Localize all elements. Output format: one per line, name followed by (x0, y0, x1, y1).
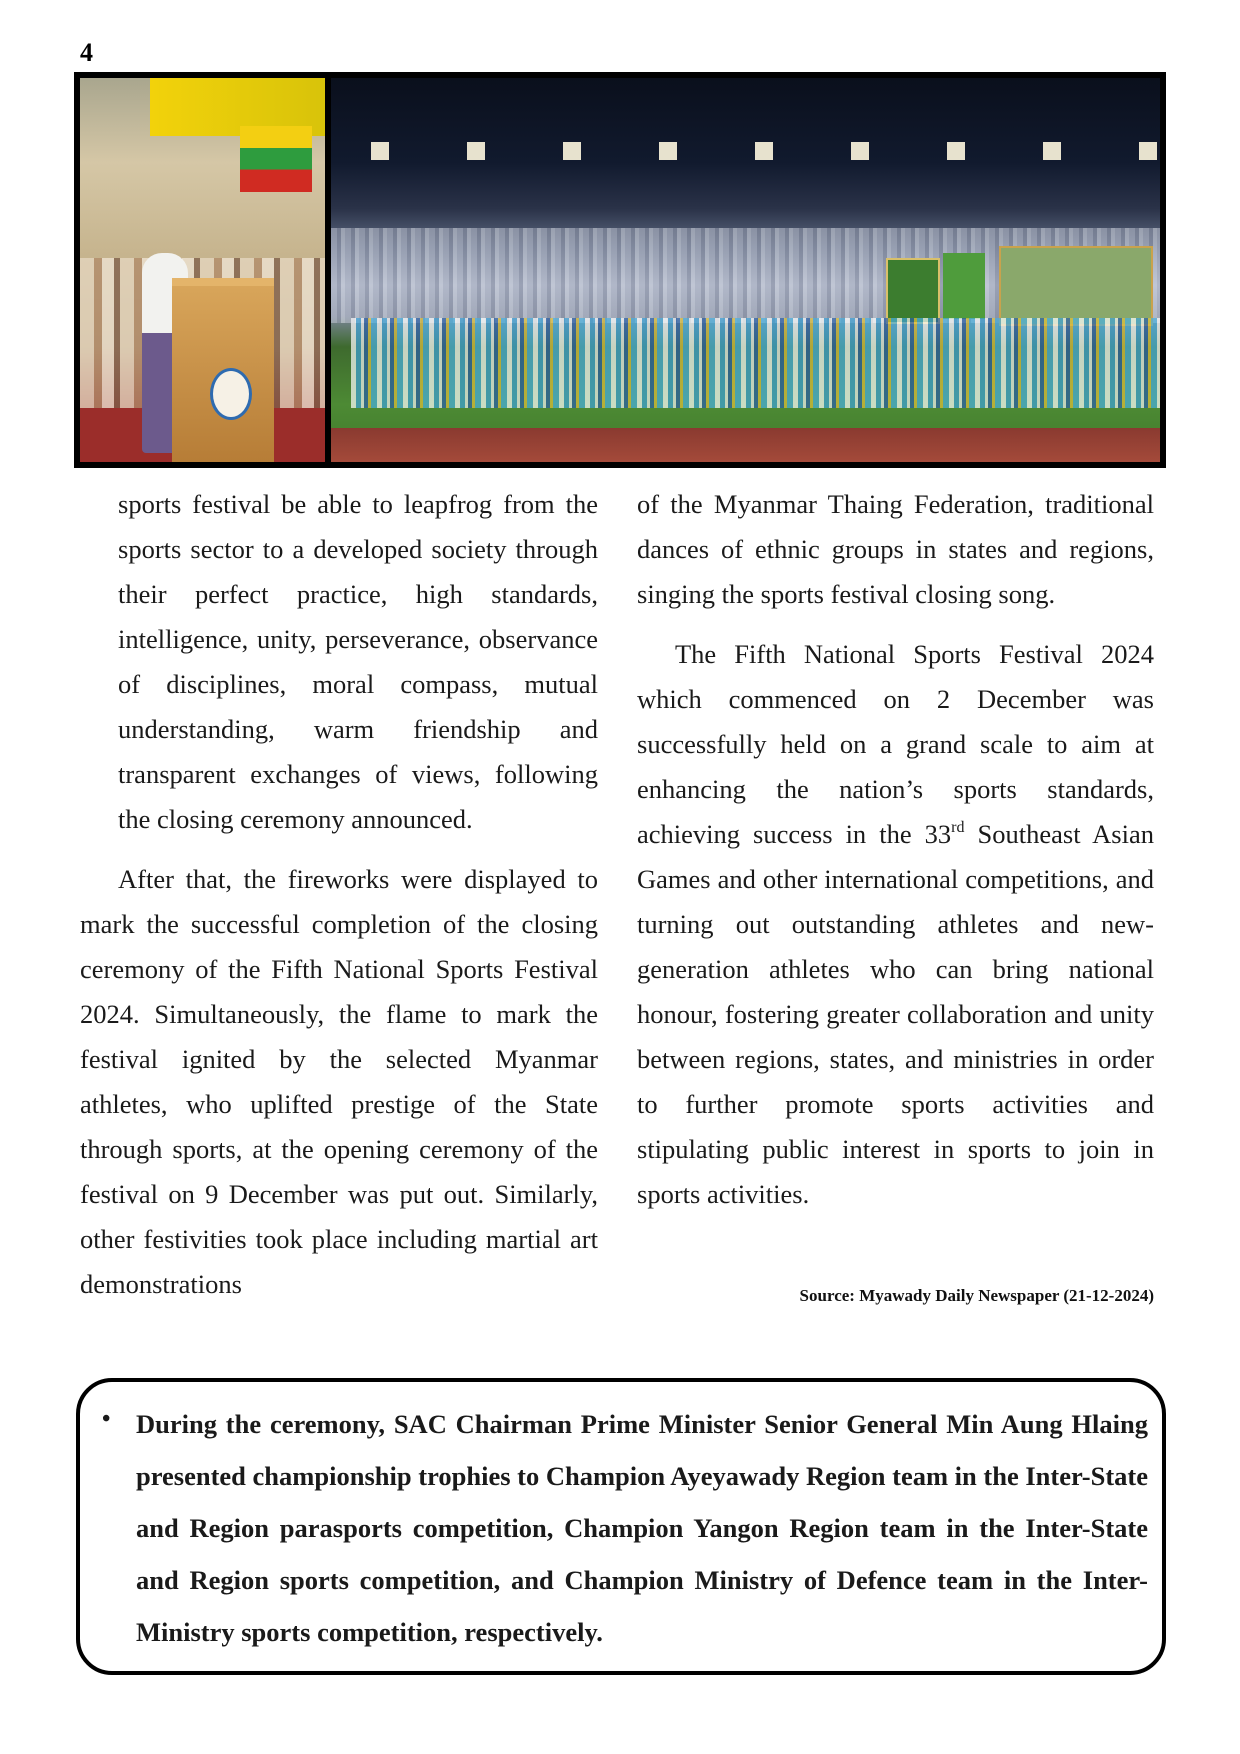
source-citation: Source: Myawady Daily Newspaper (21-12-2024) (799, 1286, 1154, 1305)
article-paragraph: sports festival be able to leapfrog from the sports sector to a developed society through their perfect practice, high standards, intelligence, unity, perseverance, observance of disciplines, moral compass, mutual understanding, warm friendship and transparent exchanges of views, following the closing ceremony announced. (118, 489, 598, 834)
bullet-icon: • (102, 1406, 111, 1432)
article-paragraph: After that, the fireworks were displayed to mark the successful completion of the closing ceremony of the Fifth National Sports Festival 2024. Simultaneously, the flame to mark the festival ignited by the selected Myanmar athletes, who uplifted prestige of the State through sports, at the opening ceremony of the festival on 9 December was put out. Similarly, other festivities took place including martial art demonstrations (80, 864, 598, 1299)
speaker-at-podium-photo (80, 78, 325, 462)
stadium-ceremony-photo (331, 78, 1160, 462)
summary-text: During the ceremony, SAC Chairman Prime Minister Senior General Min Aung Hlaing presented championship trophies to Champion Ayeyawady Region team in the Inter-State and Region parasports competition, Champion Yangon Region team in the Inter-State and Region sports competition, and Champion Ministry of Defence team in the Inter-Ministry sports competition, respectively. (136, 1409, 1148, 1647)
photo-frame (74, 72, 1166, 468)
paragraph-text-end: Southeast Asian Games and other international competitions, and turning out outstanding athletes and new-generation athletes who can bring national honour, fostering greater collaboration and unity between regions, states, and ministries in order to further promote sports activities and stipulating public interest in sports to join in sports activities. (637, 819, 1154, 1209)
summary-box (76, 1378, 1166, 1675)
olympic-emblem-icon (210, 368, 252, 420)
paragraph-text-start: The Fifth National Sports Festival 2024 which commenced on 2 December was successfully held on a grand scale to aim at enhancing the nation’s sports standards, achieving success in the 33 (637, 639, 1154, 849)
flag-icon (240, 126, 312, 192)
article-left-column (80, 482, 598, 1307)
article-right-column (637, 482, 1154, 1217)
page-number: 4 (80, 38, 93, 67)
ordinal-suffix: rd (951, 819, 965, 836)
article-paragraph (637, 632, 1154, 1217)
article-paragraph: of the Myanmar Thaing Federation, traditional dances of ethnic groups in states and regions, singing the sports festival closing song. (637, 489, 1154, 609)
